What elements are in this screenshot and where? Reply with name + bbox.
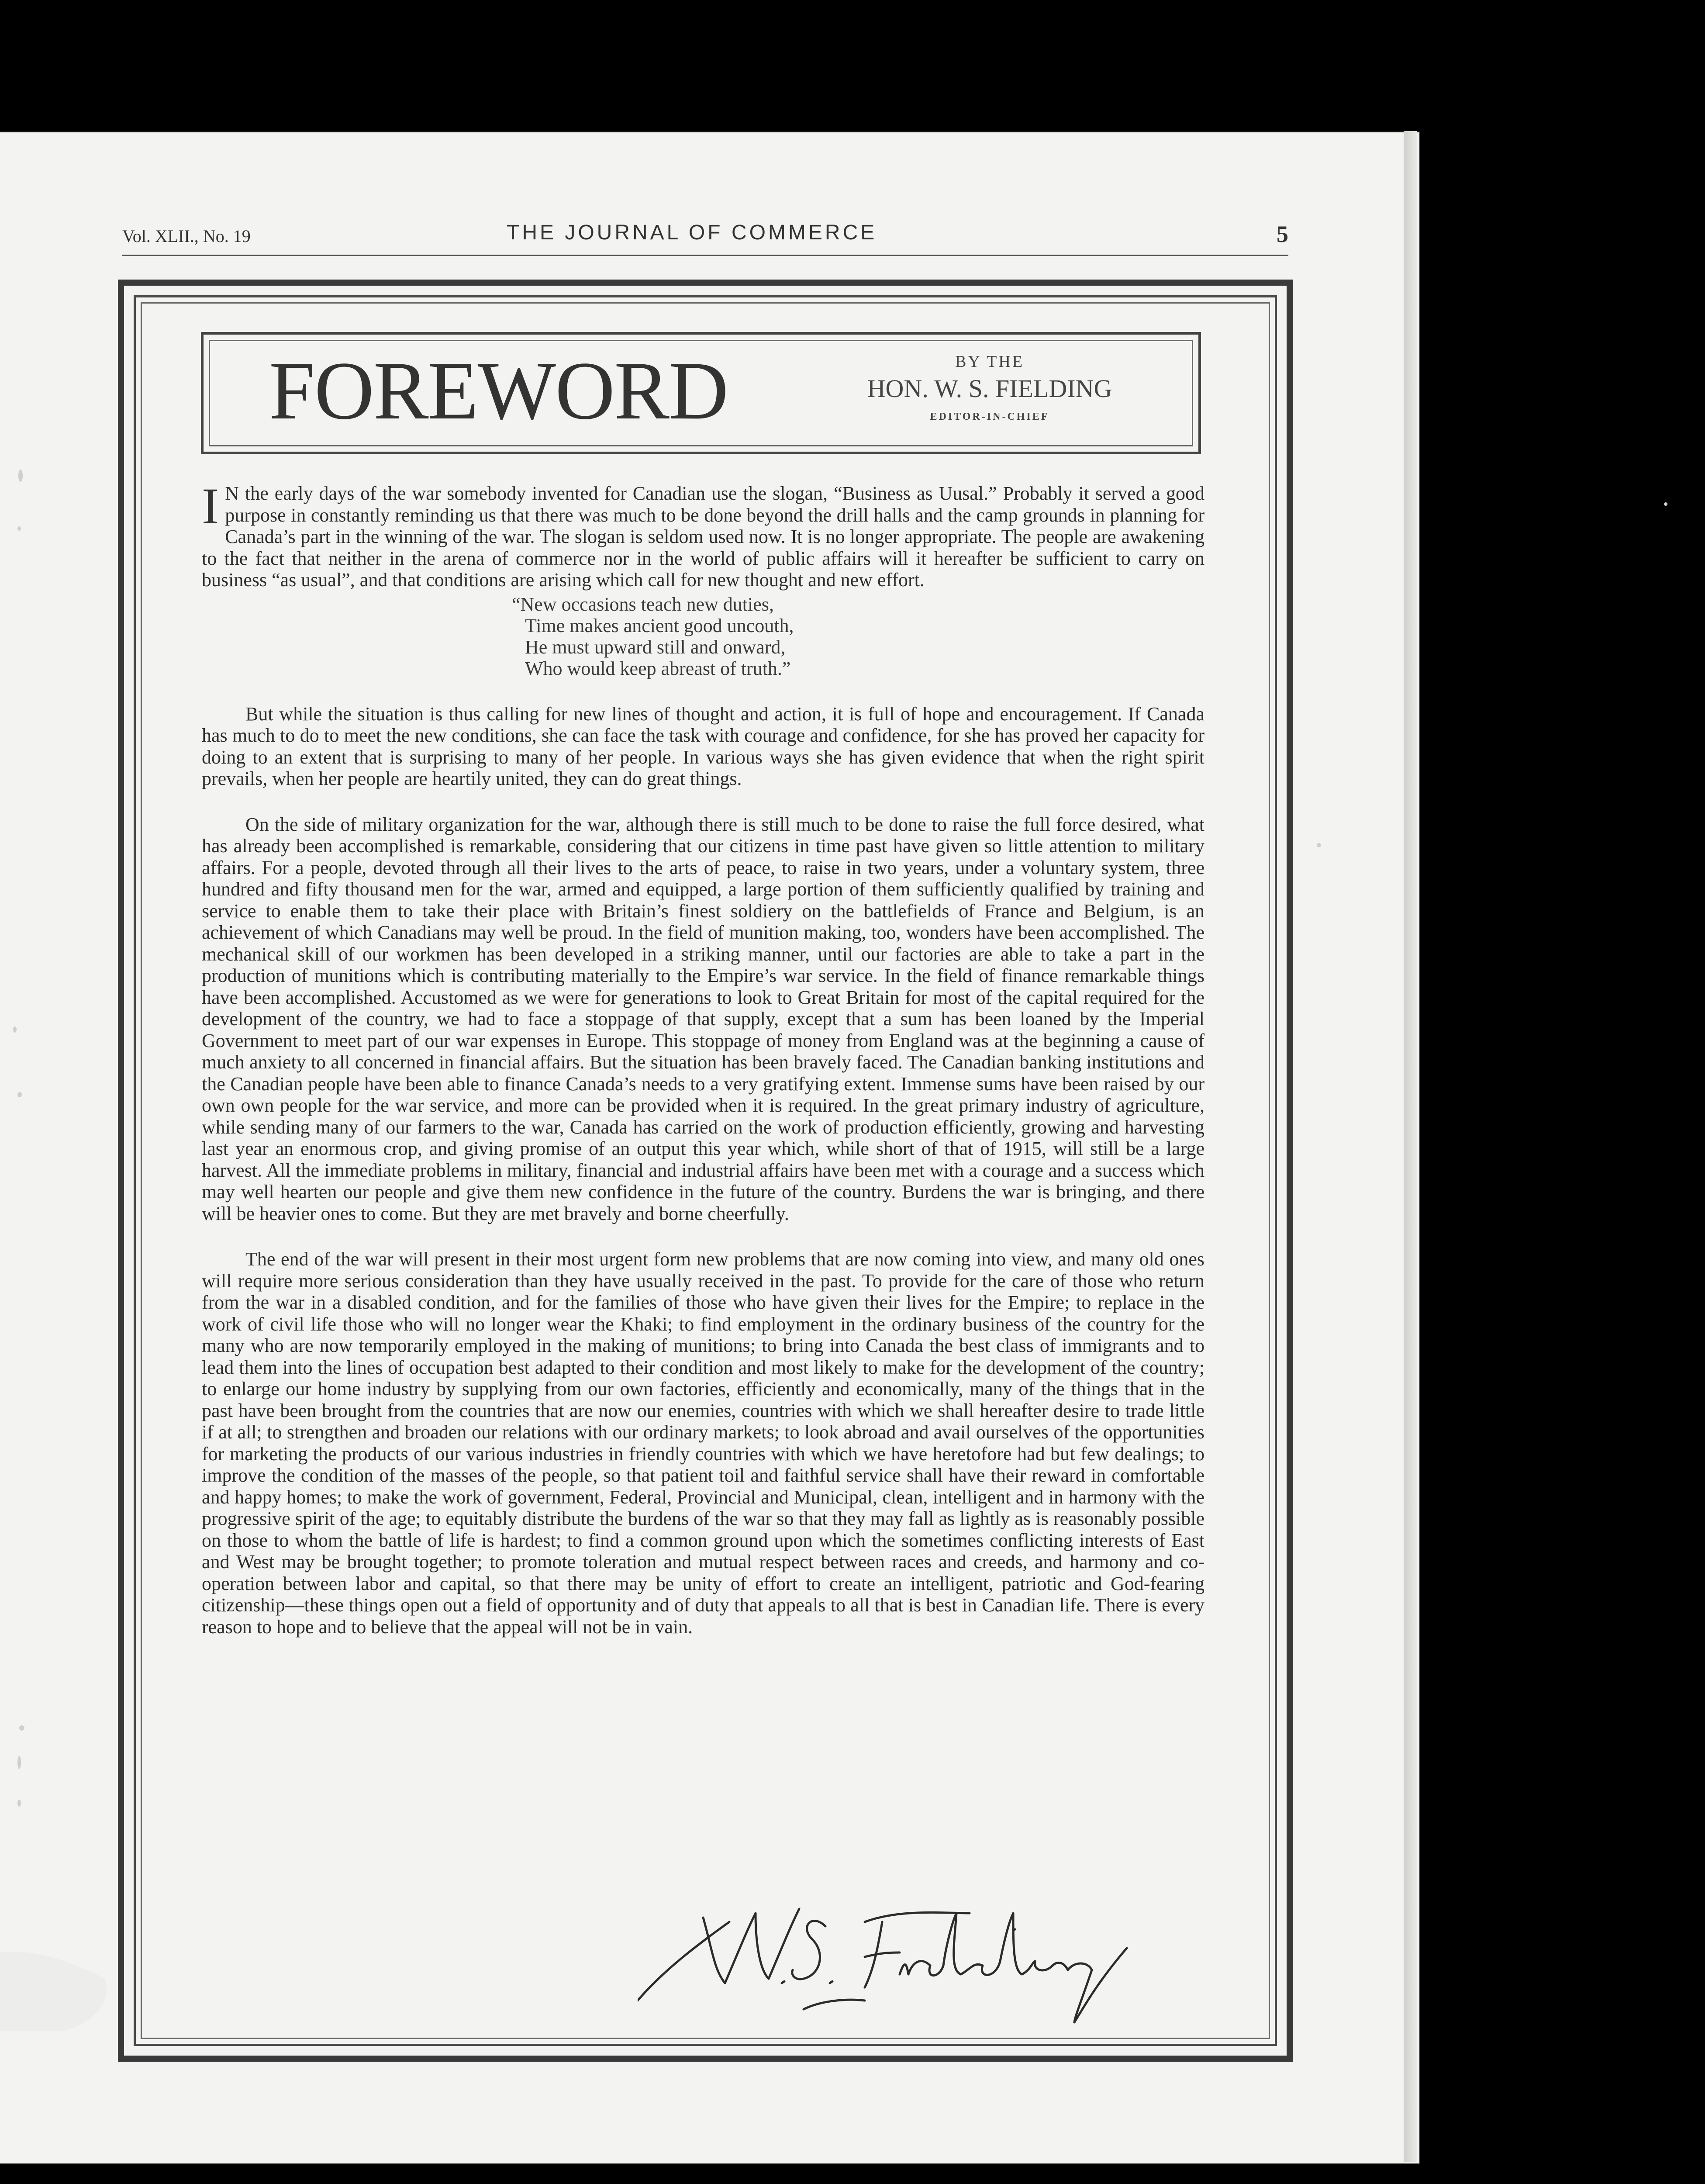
paragraph-3: On the side of military organization for the war, although there is still much to be done to raise the full force desired, what has already been accomplished is remarkable, considering that our citizens in time past have given so little attention to military affairs. For a people, devoted through all their lives to the arts of peace, to raise in two years, under a voluntary system, three hundred and fifty thousand men for the war, armed and equipped, a large portion of them sufficiently qualified by training and service to enable them to take their place with Britain’s finest soldiery on the battlefields of France and Belgium, is an achievement of which Canadians may well be proud. In the field of munition making, too, wonders have been accomplished. The mechanical skill of our workmen has been developed in a striking manner, until our factories are able to take a part in the production of munitions which is contributing materially to the Empire’s war service. In the field of finance remarkable things have been accomplished. Accustomed as we were for generations to look to Great Britain for most of the capital required for the development of the country, we had to face a stoppage of that supply, except that a sum has been loaned by the Imperial Government to meet part of our war expenses in Europe. This stoppage of money from England was at the beginning a cause of much anxiety to all concerned in financial affairs. But the situation has been bravely faced. The Canadian banking institutions and the Canadian people have been able to finance Canada’s needs to a very gratifying extent. Immense sums have been raised by our own own people for the war service, and more can be provided when it is required. In the great primary industry of agriculture, while sending many of our farmers to the war, Canada has carried on the work of production efficiently, growing and harvesting last year an enormous crop, and giving promise of an output this year which, while short of that of 1915, will still be a large harvest. All the immediate problems in military, financial and industrial affairs have been met with a courage and a success which may well hearten our people and give them new confidence in the future of the country. Burdens the war is bringing, and there will be heavier ones to come. But they are met bravely and borne cheerfully. <box>202 813 1205 1224</box>
paragraph-2: But while the situation is thus calling for new lines of thought and action, it is full of hope and encouragement. If Canada has much to do to meet the new conditions, she can face the task with courage and confidence, for she has proved her capacity for doing to an extent that is surprising to many of her people. In various ways she has given evidence that when the right spirit prevails, when her people are heartily united, they can do great things. <box>202 703 1205 789</box>
foreword-banner <box>201 332 1201 454</box>
byline-role: EDITOR-IN-CHIEF <box>930 411 1049 422</box>
page-number: 5 <box>1277 221 1288 247</box>
paper-scrap <box>0 1944 109 2031</box>
volume-label: Vol. XLII., No. 19 <box>122 226 251 246</box>
byline-author: HON. W. S. FIELDING <box>867 374 1112 403</box>
poem-line: “New occasions teach new duties, <box>512 593 774 615</box>
paragraph-1-text: N the early days of the war somebody invented for Canadian use the slogan, “Business as Uusal.” Probably it served a good purpose in constantly reminding us that there was much to be done beyond the drill halls and the camp grounds in planning for Canada’s part in the winning of the war. The slogan is seldom used now. It is no longer appropriate. The people are awakening to the fact that neither in the arena of commerce nor in the world of public affairs will it hereafter be sufficient to carry on business “as usual”, and that conditions are arising which call for new thought and new effort. <box>202 483 1205 591</box>
byline-by: BY THE <box>955 352 1025 371</box>
foreword-title: FOREWORD <box>269 345 728 437</box>
byline <box>837 352 1142 423</box>
poem-quote <box>512 594 1205 679</box>
page-edge <box>1404 131 1417 2162</box>
drop-cap: I <box>202 477 219 535</box>
paragraph-1 <box>202 477 1205 591</box>
publication-title: THE JOURNAL OF COMMERCE <box>507 221 877 244</box>
header-rule <box>122 255 1288 256</box>
running-head <box>122 221 1288 256</box>
article-body <box>202 477 1205 1638</box>
poem-line: He must upward still and onward, <box>525 636 786 658</box>
poem-line: Who would keep abreast of truth.” <box>525 657 791 679</box>
handwritten-signature <box>638 1896 1205 2027</box>
poem-line: Time makes ancient good uncouth, <box>525 615 794 636</box>
signature-drawing <box>638 1896 1205 2027</box>
paragraph-4: The end of the war will present in their most urgent form new problems that are now coming into view, and many old ones will require more serious consideration than they have usually received in the past. To provide for the care of those who return from the war in a disabled condition, and for the families of those who have given their lives for the Empire; to replace in the work of civil life those who will no longer wear the Khaki; to find employment in the ordinary business of the country for the many who are now temporarily employed in the making of munitions; to bring into Canada the best class of immigrants and to lead them into the lines of occupation best adapted to their condition and most likely to make for the development of the country; to enlarge our home industry by supplying from our own factories, efficiently and economically, many of the things that in the past have been brought from the countries that are now our enemies, countries with which we shall hereafter desire to trade little if at all; to strengthen and broaden our relations with our ordinary markets; to look abroad and avail ourselves of the opportunities for marketing the products of our various industries in friendly countries with which we have heretofore had but few dealings; to improve the condition of the masses of the people, so that patient toil and faithful service shall have their reward in comfortable and happy homes; to make the work of government, Federal, Provincial and Municipal, clean, intelligent and in harmony with the progressive spirit of the age; to equitably distribute the burdens of the war so that they may fall as lightly as is reasonably possible on those to whom the battle of life is hardest; to find a common ground upon which the sometimes conflicting interests of East and West may be brought together; to promote toleration and mutual respect between races and creeds, and harmony and co-operation between labor and capital, so that there may be unity of effort to create an intelligent, patriotic and God-fearing citizenship—these things open out a field of opportunity and of duty that appeals to all that is best in Canadian life. There is every reason to hope and to believe that the appeal will not be in vain. <box>202 1248 1205 1638</box>
